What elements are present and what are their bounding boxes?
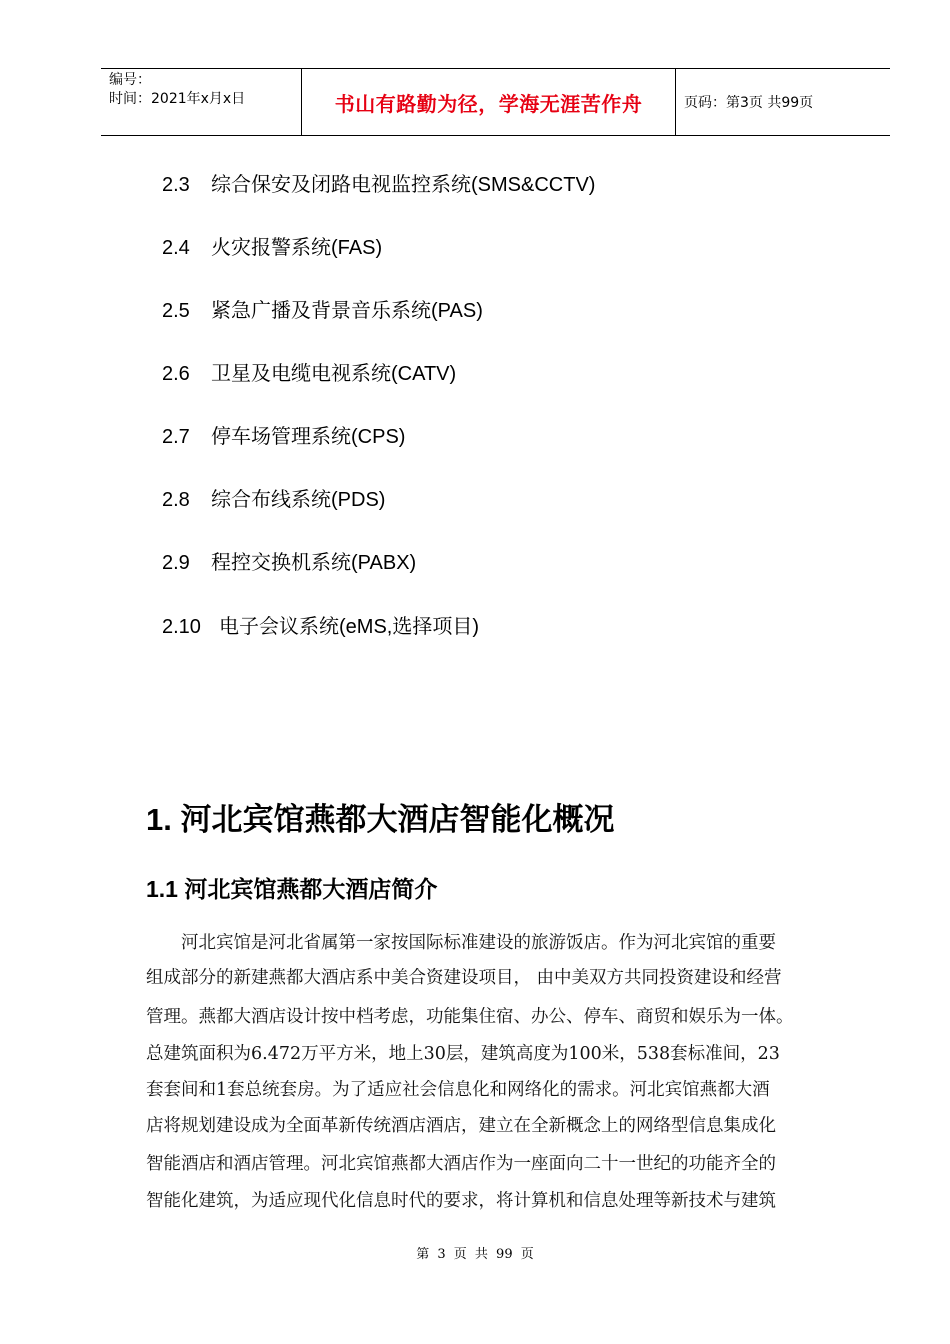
toc-item-title: 紧急广播及背景音乐系统(PAS)	[211, 300, 483, 322]
toc-item-number: 2.7	[162, 426, 190, 448]
paragraph-line: 河北宾馆是河北省属第一家按国际标准建设的旅游饭店。作为河北宾馆的重要	[146, 933, 776, 953]
doc-number-label: 编号：	[109, 72, 151, 88]
toc-item-title: 综合布线系统(PDS)	[211, 489, 386, 511]
toc-item-number: 2.10	[162, 616, 201, 638]
toc-item-number: 2.6	[162, 363, 190, 385]
paragraph-line: 管理。燕都大酒店设计按中档考虑，功能集住宿、办公、停车、商贸和娱乐为一体。	[146, 1007, 794, 1027]
toc-item-number: 2.4	[162, 237, 190, 259]
paragraph-line: 总建筑面积为6.472万平方米，地上30层，建筑高度为100米，538套标准间，23	[146, 1044, 780, 1064]
section-heading: 1. 河北宾馆燕都大酒店智能化概况	[146, 802, 615, 837]
paragraph-line: 智能酒店和酒店管理。河北宾馆燕都大酒店作为一座面向二十一世纪的功能齐全的	[146, 1154, 776, 1174]
header-meta-cell	[101, 69, 301, 135]
toc-item[interactable]	[162, 172, 595, 198]
toc-item[interactable]	[162, 298, 483, 324]
toc-item-title: 综合保安及闭路电视监控系统(SMS&CCTV)	[211, 174, 596, 196]
header-page-cell	[676, 69, 890, 135]
subsection-heading: 1.1 河北宾馆燕都大酒店简介	[146, 876, 438, 902]
toc-item-title: 停车场管理系统(CPS)	[211, 426, 406, 448]
paragraph-line: 店将规划建设成为全面革新传统酒店酒店，建立在全新概念上的网络型信息集成化	[146, 1116, 776, 1136]
toc-item-number: 2.9	[162, 552, 190, 574]
toc-item[interactable]	[162, 235, 382, 261]
header-motto: 书山有路勤为径，学海无涯苦作舟	[334, 92, 643, 116]
toc-item[interactable]	[162, 550, 416, 576]
page-header	[101, 68, 890, 136]
toc-item-title: 电子会议系统(eMS,选择项目)	[219, 616, 479, 638]
toc-item[interactable]	[162, 424, 405, 450]
paragraph-line: 套套间和1套总统套房。为了适应社会信息化和网络化的需求。河北宾馆燕都大酒	[146, 1080, 770, 1100]
paragraph-line: 智能化建筑，为适应现代化信息时代的要求，将计算机和信息处理等新技术与建筑	[146, 1191, 776, 1211]
toc-item-number: 2.5	[162, 300, 190, 322]
toc-item-title: 程控交换机系统(PABX)	[211, 552, 417, 574]
toc-item-number: 2.8	[162, 489, 190, 511]
toc-item-number: 2.3	[162, 174, 190, 196]
toc-item-title: 卫星及电缆电视系统(CATV)	[211, 363, 457, 385]
doc-time-label: 时间：2021年x月x日	[109, 91, 246, 107]
toc-item[interactable]	[162, 487, 385, 513]
paragraph-line: 组成部分的新建燕都大酒店系中美合资建设项目， 由中美双方共同投资建设和经营	[146, 968, 782, 988]
toc-item[interactable]	[162, 614, 479, 640]
toc-item[interactable]	[162, 361, 456, 387]
header-page-label: 页码：第3页 共99页	[684, 95, 814, 111]
header-motto-cell	[301, 69, 676, 135]
toc-item-title: 火灾报警系统(FAS)	[211, 237, 383, 259]
page-footer: 第 3 页 共 99 页	[416, 1247, 534, 1262]
